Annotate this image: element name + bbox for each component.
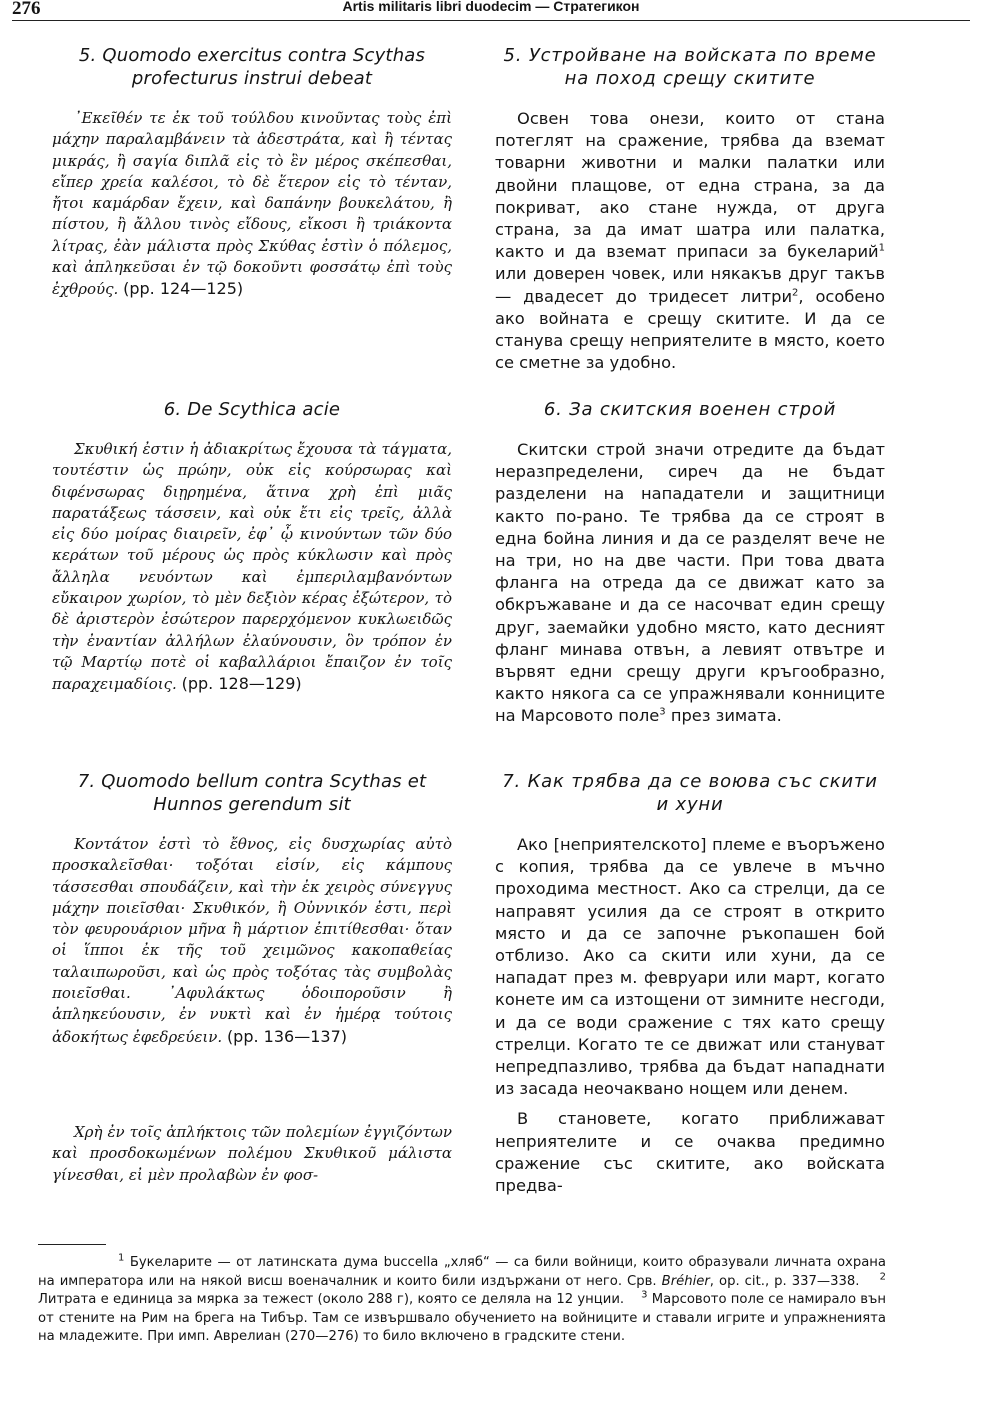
section-7-greek xyxy=(52,770,452,1048)
running-title: Artis militaris libri duodecim — Стратегикон xyxy=(342,0,640,14)
section-7-greek-continued xyxy=(52,1122,452,1186)
greek-text-7 xyxy=(52,834,452,1048)
bg-text-5-part: Освен това онези, които от стана потеглят на сражение, трябва да вземат товарни животни и малки палатки или двойни плащове, от една страна, за да покриват, ако стане нужда, от друга страна, за да имат шатра или палатка, както и да вземат припаси за букеларий xyxy=(495,109,885,262)
page-header xyxy=(12,0,970,21)
footnote-2-text: Литрата е единица за мярка за тежест (около 288 г), която се деляла на 12 унции. xyxy=(38,1292,625,1307)
footnote-ref-2[interactable]: 2 xyxy=(792,287,799,299)
footnote-number-1: 1 xyxy=(118,1252,125,1264)
bg-text-7: Ако [неприятелското] племе е въоръжено с копия, трябва да се увлече в мъчно проходима местност. Ако са стрелци, да се направят усилия да се строят в открито място и да се започне ръкопашен бой отблизо. Ако са скити или хуни, да се нападат през м. февруари или март, когато конете им са изтощени от зимните несгоди, и да се води сражение с тях като срещу стрелци. Когато те се движат или стануват непредпазливо, трябва да бъдат нападнати из засада неочаквано нощем или денем. xyxy=(495,835,885,1099)
greek-text-7b: Χρὴ ἐν τοῖς ἀπλήκτοις τῶν πολεμίων ἐγγιζόντων καὶ προσδοκωμένων πολέμου Σκυθικοῦ μάλιστα γίνεσθαι, εἰ μὲν προλαβὼν ἐν φοσ- xyxy=(52,1123,452,1184)
bg-title-5: 5. Устройване на войската по време на поход срещу скитите xyxy=(503,45,877,89)
greek-ref-7: (pp. 136—137) xyxy=(226,1026,347,1046)
greek-body-6: Σκυθική ἐστιν ἡ ἀδιακρίτως ἔχουσα τὰ τάγματα, τουτέστιν ὡς πρώην, οὐκ εἰς κούρσωρας καὶ διφένσωρας διῃρημένα, ἅτινα χρὴ ἐπὶ μιᾶς παρατάξεως τάσσειν, καὶ οὐκ ἔτι εἰς τρεῖς, ἀλλὰ εἰς δύο μοίρας διαιρεῖν, ἐφ᾿ ᾧ κινούντων τῶν δύο κεράτων τοῦ μέρους ὡς πρὸς κύκλωσιν καὶ πρὸς ἄλληλα νευόντων καὶ ἐμπεριλαμβανόντων εὔκαιρον χωρίον, τὸ μὲν δεξιὸν κέρας ἐξώτερον, τὸ δὲ ἀριστερὸν ἐσώτερον παρερχόμενον κυκλωειδῶς τὴν ἐναντίαν ἀλλήλων ἐλαύνουσιν, ὃν τρόπον ἐν τῷ Μαρτίῳ ποτὲ οἱ καβαλλάριοι ἔπαιζον ἐν τοῖς παραχειμαδίοις. xyxy=(52,440,452,694)
bg-text-5-part: или доверен човек, или някакъв друг такъв — двадесет до тридесет литри xyxy=(495,264,885,306)
greek-body-7: Κοντάτον ἐστὶ τὸ ἔθνος, εἰς δυσχωρίας αὐτὸ προσκαλεῖσθαι· τοξόται εἰσίν, εἰς κάμπους τάσσεσθαι σπουδάζειν, καὶ τὴν ἐκ χειρὸς σύνεγγυς μάχην ποιεῖσθαι· Σκυθικόν, ἢ Οὐννικόν ἐστι, περὶ τὸν φευρουάριον μῆνα ἢ μάρτιον ἐπιτίθεσθαι· ὅταν οἱ ἵπποι ἐκ τῆς τοῦ χειμῶνος κακοπαθείας ταλαιπωροῦσι, καὶ ὡς πρὸς τοξότας τὰς συμβολὰς ποιεῖσθαι. ᾿Αφυλάκτως ὁδοιποροῦσιν ἢ ἀπληκεύουσιν, ἐν νυκτὶ καὶ ἐν ἡμέρᾳ τούτοις ἀδοκήτως ἐφεδρεύειν. xyxy=(52,835,452,1046)
bg-text-5-part: , особено ако войната е срещу скитите. И да се станува срещу неприятелите в място, което се сметне за удобно. xyxy=(495,286,886,373)
footnotes xyxy=(38,1254,886,1347)
page-number: 276 xyxy=(12,0,41,19)
bg-text-6-part: през зимата. xyxy=(665,706,782,726)
latin-title-7: 7. Quomodo bellum contra Scythas et Hunnos gerendum sit xyxy=(77,771,427,815)
section-5-bulgarian xyxy=(495,44,885,374)
greek-body-5: ᾿Εκεῖθέν τε ἐκ τοῦ τούλδου κινοῦντας τοὺς ἐπὶ μάχην παραλαμβάνειν τὰ ἀδεστράτα, καὶ ἢ τέντας μικράς, ἢ σαγία διπλᾶ εἰς τὸ ἓν μέρος σκέπεσθαι, εἴπερ χρεία καλέσοι, τὸ δὲ ἕτερον εἰς τὸ τένταν, ἤτοι καμάρδαν ἔχειν, καὶ δαπάνην βουκελάτου, ἢ πίστου, ἢ ἄλλου τινὸς εἴδους, εἴκοσι ἢ τριάκοντα λίτρας, ἐὰν μάλιστα πρὸς Σκύθας ἐστὶν ὁ πόλεμος, καὶ ἀπληκεῦσαι ἐν τῷ δοκοῦντι φοσσάτῳ ἐπὶ τοὺς ἐχθρούς. xyxy=(52,109,452,299)
footnote-1-tail: , op. cit., p. 337—338. xyxy=(709,1273,860,1289)
greek-text-5 xyxy=(52,108,452,301)
footnote-number-2: 2 xyxy=(879,1271,886,1283)
footnote-1-text: Букеларите — от латинската дума buccella „хляб“ — са били войници, които образували личната охрана на императора или на някой висш военачалник и които били издържани от него. Срв. xyxy=(38,1255,886,1289)
footnote-1 xyxy=(38,1254,886,1347)
latin-title-6: 6. De Scythica acie xyxy=(163,399,341,420)
section-5-greek xyxy=(52,44,452,301)
bg-title-7: 7. Как трябва да се воюва със скити и хуни xyxy=(502,771,878,815)
greek-text-6 xyxy=(52,439,452,696)
bg-text-6 xyxy=(495,439,885,728)
footnote-ref-3[interactable]: 3 xyxy=(659,707,666,719)
bg-text-5 xyxy=(495,108,885,374)
footnote-1-author: Bréhier xyxy=(661,1273,710,1289)
section-6-bulgarian xyxy=(495,398,885,728)
footnote-3-text: Марсовото поле се намирало вън от стените на Рим на брега на Тибър. Там се извършвало обучението на войниците и ставали игрите и упражненията на младежите. При имп. Аврелиан (270—276) то било включено в градските стени. xyxy=(38,1292,886,1344)
footnote-divider xyxy=(38,1244,106,1245)
greek-ref-6: (pp. 128—129) xyxy=(181,674,302,694)
bg-text-7b: В становете, когато приближават неприятелите и се очаква предимно сражение със скитите, ако войската предва- xyxy=(495,1109,885,1196)
bg-text-6-part: Скитски строй значи отредите да бъдат неразпределени, сиреч да не бъдат разделени на нападатели и защитници както по-рано. Те трябва да се строят в една бойна линия и да се разделят вече не на три, но на две части. При това двата фланга на отреда да се движат като за обкръжаване и да се насочват един срещу друг, заемайки удобно място, като десният фланг минава отвън, а левият отвътре и вървят едни срещу други кръгообразно, както някога са се упражнявали конниците на Марсовото поле xyxy=(495,440,885,726)
footnote-ref-1[interactable]: 1 xyxy=(878,242,885,254)
section-7-bulgarian xyxy=(495,770,885,1197)
section-6-greek xyxy=(52,398,452,696)
latin-title-5: 5. Quomodo exercitus contra Scythas profecturus instrui debeat xyxy=(78,45,426,89)
footnote-number-3: 3 xyxy=(641,1289,648,1301)
greek-ref-5: (pp. 124—125) xyxy=(123,279,244,299)
bg-title-6: 6. За скитския военен строй xyxy=(543,399,837,420)
